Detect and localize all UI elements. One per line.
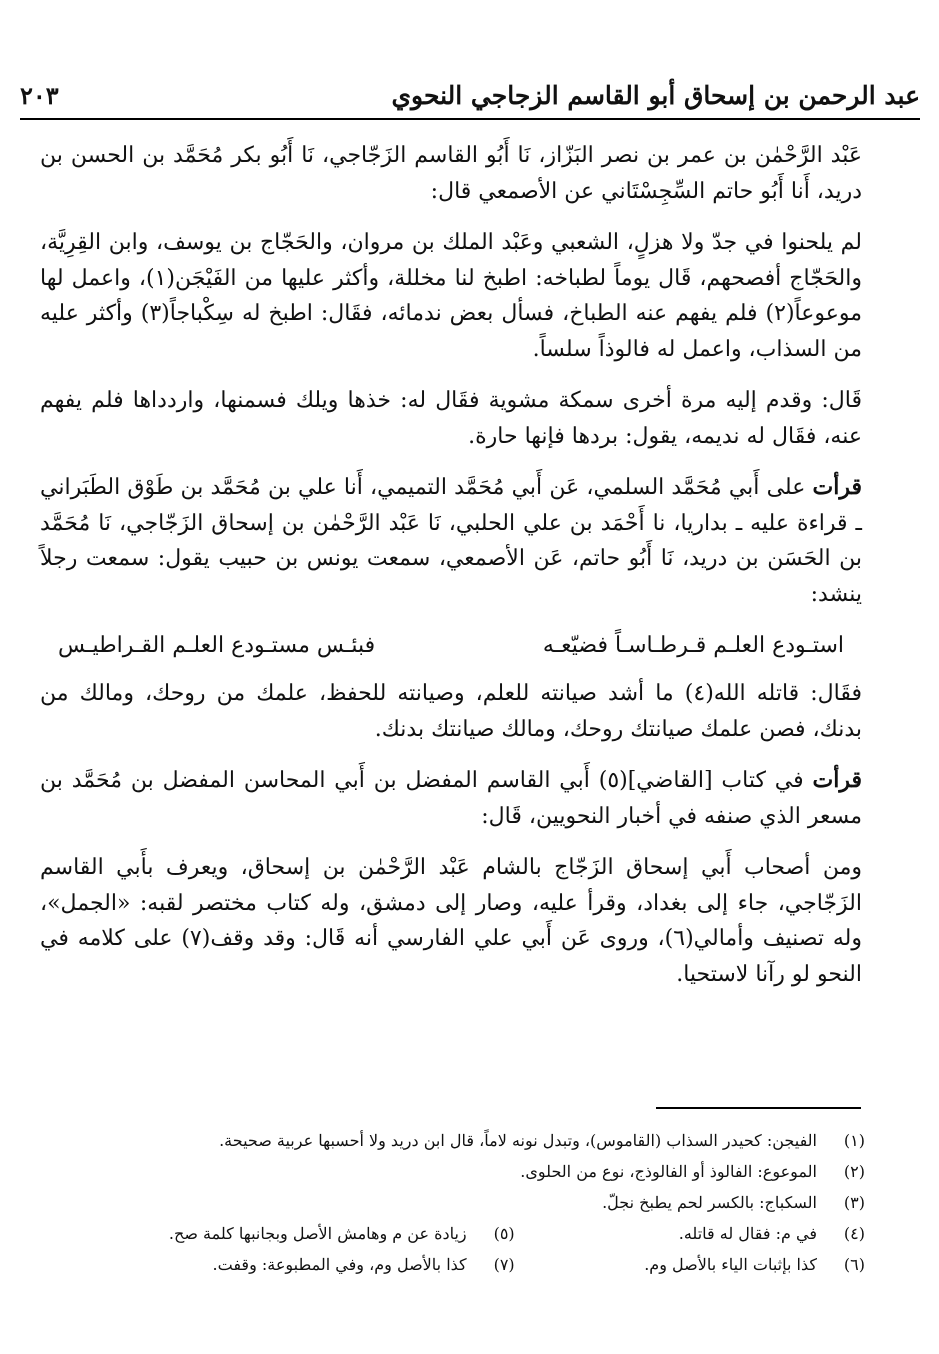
paragraph-isnad-3: قرأت في كتاب [القاضي](٥) أَبي القاسم المفضل بن أَبي المحاسن المفضل بن مُحَمَّد بن مسعر الذي صنفه في أخبار النحويين، قَال: — [40, 767, 862, 829]
paragraph-isnad-2: قرأت على أَبي مُحَمَّد السلمي، عَن أَبي مُحَمَّد التميمي، أَنا علي بن مُحَمَّد بن طَوْق الطَبَراني ـ قراءة عليه ـ بداريا، نا أَحْمَد بن علي الحلبي، نَا عَبْد الرَّحْمٰن بن إسحاق الزَجّاجي، نَا مُحَمَّد بن الحَسَن بن دريد، نَا أَبُو حاتم، عَن الأصمعي، سمعت يونس بن حبيب يقول: سمعت رجلاً ينشد: — [40, 474, 862, 607]
lead-word: قرأت — [812, 474, 862, 500]
poem-verse — [58, 628, 844, 664]
paragraph-fish-story: قَال: وقدم إليه مرة أخرى سمكة مشوية فقَال له: خذها ويلك فسمنها، واردداها فلم يفهم عنه، فقَال له نديمه، يقول: بردها فإنها حارة. — [40, 388, 862, 449]
footnote: (٦) كذا بإثبات الياء بالأصل وم. — [644, 1255, 865, 1274]
verse-second-hemistich: فبئـس مستـودع العلـم القـراطيـس — [58, 633, 376, 658]
paragraph-comment: فقَال: قاتله الله(٤) ما أشد صيانته للعلم، وصيانته للحفظ، علمك من روحك، ومالك من بدنك، فصن علمك صيانتك روحك، ومالك صيانتك بدنك. — [40, 681, 862, 742]
footnote-separator — [656, 1107, 861, 1109]
running-header — [20, 62, 920, 120]
header-title: عبد الرحمن بن إسحاق أبو القاسم الزجاجي النحوي — [391, 81, 920, 110]
page-number: ٢٠٣ — [20, 81, 59, 110]
main-text — [40, 138, 862, 1008]
footnote: (٣) السكباج: بالكسر لحم يطبخ نجلّ. — [602, 1193, 865, 1212]
lead-word: قرأت — [812, 767, 862, 793]
footnotes — [150, 1125, 865, 1280]
footnote: (٤) في م: فقال له قاتله. — [678, 1224, 865, 1243]
footnote: (٢) الموعوع: الفالوذ أو الفالوذج، نوع من الحلوى. — [520, 1162, 865, 1181]
footnote-columns — [150, 1218, 865, 1280]
footnote: (١) الفيجن: كحيدر السذاب (القاموس)، وتبدل نونه لاماً، قال ابن دريد ولا أحسبها عربية صحيحة. — [219, 1131, 865, 1150]
footnote-column-right — [515, 1218, 865, 1280]
verse-first-hemistich: استـودع العلـم قـرطـاسـاً فضيّعـه — [542, 633, 844, 658]
paragraph-hajjaj-story: لم يلحنوا في جدّ ولا هزلٍ، الشعبي وعَبْد الملك بن مروان، والحَجّاج بن يوسف، وابن القِرِيَّة، والحَجّاج أفصحهم، قَال يوماً لطباخه: اطبخ لنا مخللة، وأكثر عليها من الفَيْجَن(١)، واعمل لها موعوعاً(٢) فلم يفهم عنه الطباخ، فسأل بعض ندمائه، فقَال: اطبخ له سِكْباجاً(٣) وأكثر عليه من السذاب، واعمل له فالوذاً سلساً. — [40, 230, 862, 362]
paragraph-biography: ومن أصحاب أَبي إسحاق الزَجّاج بالشام عَبْد الرَّحْمٰن بن إسحاق، ويعرف بأَبي القاسم الزَجّاجي، جاء إلى بغداد، وقرأ عليه، وصار إلى دمشق، وله كتاب مختصر لقبه: «الجمل»، وله تصنيف وأمالي(٦)، وروى عَن أَبي علي الفارسي أنه قَال: وقد وقف(٧) على كلامه في النحو لو رآنا لاستحيا. — [40, 855, 862, 987]
footnote: (٥) زيادة عن م وهامش الأصل وبجانبها كلمة صح. — [168, 1224, 515, 1243]
footnote: (٧) كذا بالأصل وم، وفي المطبوعة: وقفت. — [212, 1255, 515, 1274]
paragraph-isnad-1: عَبْد الرَّحْمٰن بن عمر بن نصر البَزّاز، نَا أَبُو القاسم الزَجّاجي، نَا أَبُو بكر مُحَمَّد بن الحسن بن دريد، أَنا أَبُو حاتم السِّجِسْتَاني عن الأصمعي قال: — [40, 143, 862, 204]
footnote-column-left — [164, 1218, 514, 1280]
